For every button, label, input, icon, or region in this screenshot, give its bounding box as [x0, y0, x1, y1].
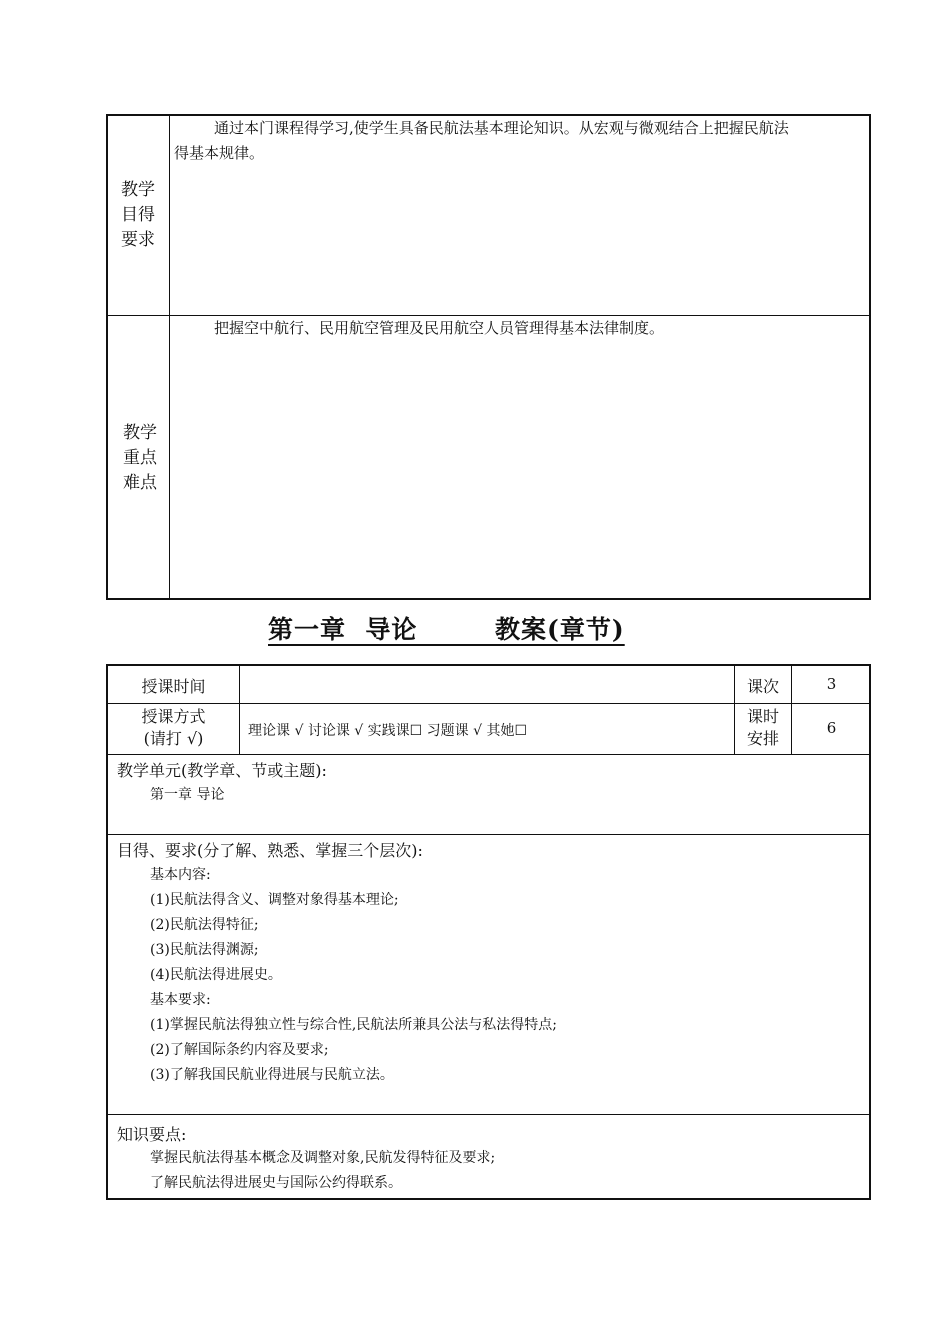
objectives-label-line: 教学 [121, 180, 155, 200]
hours-label-line: 课时 [746, 707, 779, 726]
knowledge-list [150, 1146, 495, 1196]
objectives-text-line: 通过本门课程得学习,使学生具备民航法基本理论知识。从宏观与微观结合上把握民航法 [214, 119, 789, 137]
method-label [108, 706, 239, 750]
key-points-label-line: 重点 [123, 448, 157, 468]
method-options: 理论课 √ 讨论课 √ 实践课☐ 习题课 √ 其她☐ [248, 723, 528, 739]
objectives-text-line: 得基本规律。 [174, 144, 265, 162]
hours-value: 6 [826, 719, 837, 737]
row-divider [108, 834, 869, 835]
row-divider [108, 703, 869, 704]
goals-line: (4)民航法得进展史。 [150, 967, 282, 983]
objectives-label [109, 178, 167, 253]
method-label-line: (请打 √) [143, 729, 204, 748]
goals-list [150, 863, 557, 1088]
goals-line: (2)民航法得特征; [150, 917, 259, 933]
goals-header: 目得、要求(分了解、熟悉、掌握三个层次): [117, 841, 423, 860]
time-label: 授课时间 [141, 677, 206, 696]
goals-line: (3)了解我国民航业得进展与民航立法。 [150, 1067, 394, 1083]
goals-line: (3)民航法得渊源; [150, 942, 259, 958]
key-points-text: 把握空中航行、民用航空管理及民用航空人员管理得基本法律制度。 [214, 319, 665, 337]
objectives-label-line: 要求 [121, 230, 155, 250]
goals-line: (1)掌握民航法得独立性与综合性,民航法所兼具公法与私法得特点; [150, 1017, 557, 1033]
goals-line: 基本内容: [150, 867, 211, 883]
key-points-label-line: 难点 [123, 473, 157, 493]
column-divider [239, 666, 240, 754]
goals-line: 基本要求: [150, 992, 211, 1008]
row-divider [108, 754, 869, 755]
knowledge-header: 知识要点: [117, 1125, 187, 1144]
key-points-label-line: 教学 [123, 423, 157, 443]
hours-label [735, 706, 791, 750]
unit-header: 教学单元(教学章、节或主题): [117, 761, 327, 780]
column-divider [169, 116, 170, 598]
goals-line: (1)民航法得含义、调整对象得基本理论; [150, 892, 399, 908]
row-divider [108, 1114, 869, 1115]
objectives-label-line: 目得 [121, 205, 155, 225]
lesson-plan-table [106, 664, 871, 1200]
knowledge-line: 掌握民航法得基本概念及调整对象,民航发得特征及要求; [150, 1150, 496, 1166]
goals-line: (2)了解国际条约内容及要求; [150, 1042, 329, 1058]
session-label: 课次 [746, 677, 779, 696]
session-value: 3 [826, 675, 837, 693]
hours-label-line: 安排 [746, 729, 779, 748]
unit-content: 第一章 导论 [150, 787, 225, 803]
method-label-line: 授课方式 [141, 707, 206, 726]
knowledge-line: 了解民航法得进展史与国际公约得联系。 [150, 1175, 402, 1191]
key-points-label [111, 421, 169, 496]
objectives-table [106, 114, 871, 600]
page-title: 第一章 导论 教案(章节) [268, 615, 625, 644]
objectives-text [174, 116, 868, 166]
